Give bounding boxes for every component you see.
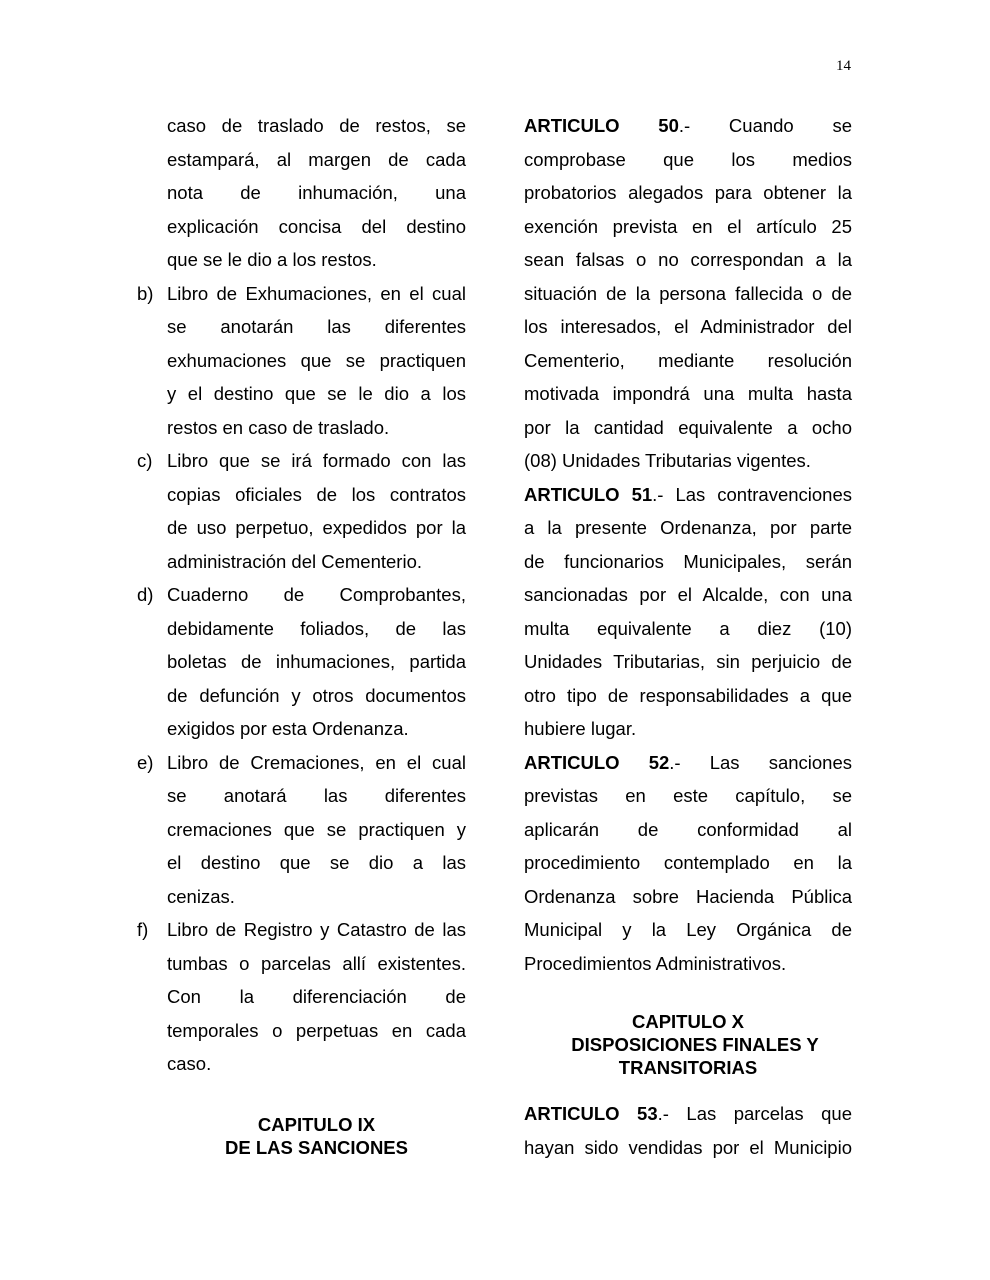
- chapter-subtitle: DISPOSICIONES FINALES Y: [571, 1034, 819, 1055]
- article-50: [524, 109, 852, 478]
- article-51: [524, 478, 852, 746]
- list-marker: b): [137, 282, 154, 304]
- list-item-b: [137, 277, 466, 445]
- list-marker: f): [137, 919, 149, 940]
- text-line: nota de inhumación, una: [167, 182, 466, 203]
- text-line: de uso perpetuo, expedidos por la: [167, 517, 466, 538]
- text-line: administración del Cementerio.: [167, 550, 423, 572]
- text-line: motivada impondrá una multa hasta: [524, 383, 852, 404]
- article-label: ARTICULO 52: [524, 751, 670, 773]
- text-line: Unidades Tributarias, sin perjuicio de: [524, 651, 852, 672]
- text-line: cremaciones que se practiquen y: [167, 818, 466, 840]
- text-line: Libro de Registro y Catastro de las: [167, 919, 466, 940]
- text-line: explicación concisa del destino: [167, 215, 466, 237]
- text-line: previstas en este capítulo, se: [524, 785, 852, 806]
- list-marker: d): [137, 584, 154, 605]
- text-line: sean falsas o no correspondan a la: [524, 249, 852, 270]
- article-label: ARTICULO 51: [524, 483, 653, 505]
- text-line: restos en caso de traslado.: [167, 416, 390, 438]
- chapter-ix-heading: [167, 1113, 466, 1159]
- continuation-paragraph: [137, 109, 466, 277]
- chapter-x-heading: [524, 1010, 852, 1079]
- text-line: Libro que se irá formado con las: [167, 450, 466, 471]
- text-line: exhumaciones que se practiquen: [167, 349, 466, 371]
- text-line: [524, 746, 852, 780]
- article-label: ARTICULO 53: [524, 1103, 658, 1124]
- right-column: [524, 109, 852, 1164]
- article-text: .- Las parcelas que: [657, 1103, 853, 1124]
- article-53: [524, 1097, 852, 1164]
- chapter-subtitle: DE LAS SANCIONES: [225, 1136, 408, 1158]
- article-text: .- Cuando se: [678, 115, 852, 136]
- text-line: cenizas.: [167, 885, 235, 907]
- text-line: el destino que se dio a las: [167, 852, 466, 873]
- text-line: Cuaderno de Comprobantes,: [167, 584, 466, 605]
- text-line: Con la diferenciación de: [167, 986, 466, 1007]
- article-text: .- Las contravenciones: [652, 483, 852, 505]
- article-text: .- Las sanciones: [669, 751, 852, 773]
- text-line: situación de la persona fallecida o de: [524, 282, 852, 304]
- text-line: exención prevista en el artículo 25: [524, 215, 852, 237]
- text-line: [524, 1097, 852, 1131]
- text-line: sancionadas por el Alcalde, con una: [524, 584, 852, 605]
- text-line: hubiere lugar.: [524, 718, 637, 739]
- text-line: caso.: [167, 1053, 212, 1074]
- text-line: Cementerio, mediante resolución: [524, 349, 852, 371]
- list-item-e: [137, 746, 466, 914]
- text-line: a la presente Ordenanza, por parte: [524, 517, 852, 538]
- text-line: hayan sido vendidas por el Municipio: [524, 1136, 852, 1158]
- text-line: Ordenanza sobre Hacienda Pública: [524, 885, 852, 907]
- text-line: por la cantidad equivalente a ocho: [524, 416, 852, 438]
- text-line: [524, 478, 852, 512]
- chapter-subtitle: TRANSITORIAS: [618, 1057, 758, 1078]
- chapter-title: CAPITULO IX: [257, 1113, 376, 1135]
- text-line: y el destino que se le dio a los: [167, 383, 466, 404]
- text-line: caso de traslado de restos, se: [167, 115, 466, 136]
- text-line: temporales o perpetuas en cada: [167, 1019, 466, 1041]
- list-marker: e): [137, 751, 154, 773]
- text-line: probatorios alegados para obtener la: [524, 182, 852, 203]
- text-line: se anotará las diferentes: [167, 785, 466, 806]
- text-line: aplicarán de conformidad al: [524, 818, 852, 840]
- article-52: [524, 746, 852, 981]
- text-line: estampará, al margen de cada: [167, 148, 466, 170]
- text-line: multa equivalente a diez (10): [524, 617, 852, 639]
- page-number: 14: [836, 58, 851, 74]
- text-line: otro tipo de responsabilidades a que: [524, 684, 852, 706]
- text-line: procedimiento contemplado en la: [524, 852, 852, 873]
- list-item-c: [137, 444, 466, 578]
- text-line: Libro de Exhumaciones, en el cual: [167, 282, 466, 304]
- text-line: de defunción y otros documentos: [167, 684, 466, 706]
- list-marker: c): [137, 450, 153, 471]
- text-line: que se le dio a los restos.: [167, 249, 377, 270]
- text-line: de funcionarios Municipales, serán: [524, 550, 852, 572]
- text-line: Procedimientos Administrativos.: [524, 952, 787, 974]
- text-line: se anotarán las diferentes: [167, 316, 466, 337]
- text-line: Libro de Cremaciones, en el cual: [167, 751, 466, 773]
- text-line: boletas de inhumaciones, partida: [167, 651, 466, 672]
- text-line: debidamente foliados, de las: [167, 617, 466, 639]
- text-line: exigidos por esta Ordenanza.: [167, 718, 409, 739]
- list-item-d: [137, 578, 466, 746]
- text-line: comprobase que los medios: [524, 148, 852, 170]
- text-line: copias oficiales de los contratos: [167, 483, 466, 505]
- text-line: [524, 109, 852, 143]
- chapter-title: CAPITULO X: [631, 1011, 745, 1032]
- text-line: los interesados, el Administrador del: [524, 316, 852, 337]
- article-label: ARTICULO 50: [524, 115, 679, 136]
- text-line: tumbas o parcelas allí existentes.: [167, 952, 466, 974]
- text-line: Municipal y la Ley Orgánica de: [524, 919, 852, 940]
- text-line: (08) Unidades Tributarias vigentes.: [524, 450, 811, 471]
- left-column: [137, 109, 466, 1159]
- list-item-f: [137, 913, 466, 1081]
